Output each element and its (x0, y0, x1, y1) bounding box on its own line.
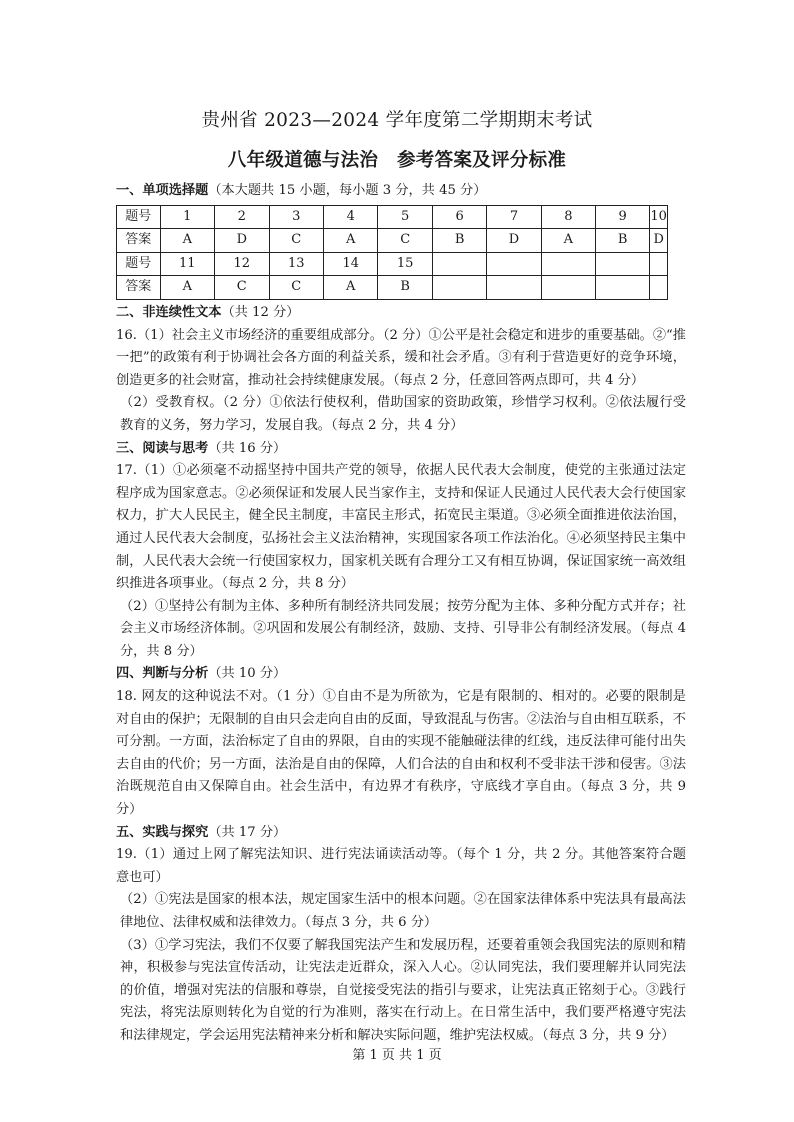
table-cell: A (323, 229, 377, 253)
table-cell: C (215, 276, 269, 300)
table-cell: C (378, 229, 432, 253)
table-cell (650, 276, 668, 300)
table-cell: D (650, 229, 668, 253)
table-cell: A (160, 229, 214, 253)
table-cell (541, 276, 595, 300)
table-cell: C (269, 229, 323, 253)
section-note: （共 10 分） (208, 666, 287, 682)
table-cell: 8 (541, 205, 595, 229)
answer-q19-part3: （3）①学习宪法，我们不仅要了解我国宪法产生和发展历程，还要着重领会我国宪法的原则和精神，积极参与宪法宣传活动，让宪法走近群众，深入人心。②认同宪法，我们要理解并认同宪法的价值，增强对宪法的信服和尊崇，自觉接受宪法的指引与要求，让宪法真正铭刻于心。③践行宪法，将宪法原则转化为自觉的行为准则，落实在行动上。在日常生活中，我们要严格遵守宪法和法律规定，学会运用宪法精神来分析和解决实际问题，维护宪法权威。（每点 3 分，共 9 分） (120, 937, 686, 1043)
section-title: 四、判断与分析 (116, 666, 209, 682)
table-cell: 6 (432, 205, 486, 229)
table-cell (487, 276, 541, 300)
table-cell (432, 252, 486, 276)
section-heading-noncontinuous-text (116, 302, 686, 325)
table-cell: 7 (487, 205, 541, 229)
table-cell: 14 (323, 252, 377, 276)
table-row-numbers-1 (117, 205, 668, 229)
table-cell: 10 (650, 205, 668, 229)
table-row-answers-2 (117, 276, 668, 300)
table-cell (596, 252, 650, 276)
table-cell: 13 (269, 252, 323, 276)
section-note: （本大题共 15 小题，每小题 3 分，共 45 分） (208, 183, 487, 198)
table-cell (650, 252, 668, 276)
row-label-answer: 答案 (117, 276, 161, 300)
answer-q18: 18. 网友的这种说法不对。（1 分）①自由不是为所欲为，它是有限制的、相对的。必要的限制是对自由的保护；无限制的自由只会走向自由的反面，导致混乱与伤害。②法治与自由相互联系，不可分割。一方面，法治标定了自由的界限，自由的实现不能触碰法律的红线，违反法律可能付出失去自由的代价；另一方面，法治是自由的保障，人们合法的自由和权利不受非法干涉和侵害。③法治既规范自由又保障自由。社会生活中，有边界才有秩序，守底线才享自由。（每点 3 分，共 9 分） (116, 689, 686, 818)
table-cell: B (596, 229, 650, 253)
table-cell: B (378, 276, 432, 300)
table-cell (596, 276, 650, 300)
answer-table (116, 205, 668, 300)
section-note: （共 12 分） (221, 304, 300, 320)
answer-q17-part1: 17.（1）①必须毫不动摇坚持中国共产党的领导，依据人民代表大会制度，使党的主张通过法定程序成为国家意志。②必须保证和发展人民当家作主，支持和保证人民通过人民代表大会行使国家权力，扩大人民民主，健全民主制度，丰富民主形式，拓宽民主渠道。③必须全面推进依法治国，通过人民代表大会制度，弘扬社会主义法治精神，实现国家各项工作法治化。④必须坚持民主集中制，人民代表大会统一行使国家权力，国家机关既有合理分工又有相互协调，保证国家统一高效组织推进各项事业。（每点 2 分，共 8 分） (116, 463, 686, 592)
table-cell: B (432, 229, 486, 253)
table-cell: 1 (160, 205, 214, 229)
table-cell (487, 252, 541, 276)
table-row-answers-1 (117, 229, 668, 253)
section-note: （共 17 分） (208, 824, 287, 840)
table-row-numbers-2 (117, 252, 668, 276)
row-label-number: 题号 (117, 252, 161, 276)
page-number: 第 1 页 共 1 页 (352, 1048, 442, 1063)
answer-q19-part2: （2）①宪法是国家的根本法，规定国家生活中的根本问题。②在国家法律体系中宪法具有最高法律地位、法律权威和法律效力。（每点 3 分，共 6 分） (120, 892, 686, 930)
section-title: 一、单项选择题 (116, 183, 209, 198)
section-title: 三、阅读与思考 (116, 440, 209, 456)
section-heading-reading (116, 438, 686, 461)
section-heading-multiple-choice (116, 180, 686, 203)
row-label-number: 题号 (117, 205, 161, 229)
table-cell: 5 (378, 205, 432, 229)
answer-q17-part2: （2）①坚持公有制为主体、多种所有制经济共同发展；按劳分配为主体、多种分配方式并存；社会主义市场经济体制。②巩固和发展公有制经济，鼓励、支持、引导非公有制经济发展。（每点 4 分，共 8 分） (120, 598, 686, 659)
table-cell: D (487, 229, 541, 253)
table-cell: 11 (160, 252, 214, 276)
table-cell: 3 (269, 205, 323, 229)
table-cell (432, 276, 486, 300)
table-cell: 2 (215, 205, 269, 229)
table-cell: A (160, 276, 214, 300)
section-title: 五、实践与探究 (116, 824, 209, 840)
table-cell: C (269, 276, 323, 300)
answer-q19-part1: 19.（1）通过上网了解宪法知识、进行宪法诵读活动等。（每个 1 分，共 2 分。其他答案符合题意也可） (116, 847, 686, 885)
answer-q16-part1: 16.（1）社会主义市场经济的重要组成部分。（2 分）①公平是社会稳定和进步的重要基础。②“推一把”的政策有利于协调社会各方面的利益关系，缓和社会矛盾。③有利于营造更好的竞争环境，创造更多的社会财富，推动社会持续健康发展。（每点 2 分，任意回答两点即可，共 4 分） (116, 327, 686, 388)
section-note: （共 16 分） (208, 440, 287, 456)
table-cell: A (541, 229, 595, 253)
table-cell: 9 (596, 205, 650, 229)
table-cell: 15 (378, 252, 432, 276)
table-cell: 4 (323, 205, 377, 229)
exam-title: 贵州省 2023—2024 学年度第二学期期末考试 (201, 110, 593, 131)
table-cell: D (215, 229, 269, 253)
answer-q16-part2: （2）受教育权。（2 分）①依法行使权利，借助国家的资助政策，珍惜学习权利。②依法履行受教育的义务，努力学习，发展自我。（每点 2 分，共 4 分） (120, 395, 686, 433)
answer-content (116, 180, 686, 1048)
table-cell (541, 252, 595, 276)
section-heading-judgement (116, 663, 686, 686)
section-heading-practice (116, 822, 686, 845)
table-cell: A (323, 276, 377, 300)
exam-subtitle: 八年级道德与法治 参考答案及评分标准 (227, 150, 567, 171)
table-cell: 12 (215, 252, 269, 276)
row-label-answer: 答案 (117, 229, 161, 253)
section-title: 二、非连续性文本 (116, 304, 222, 320)
